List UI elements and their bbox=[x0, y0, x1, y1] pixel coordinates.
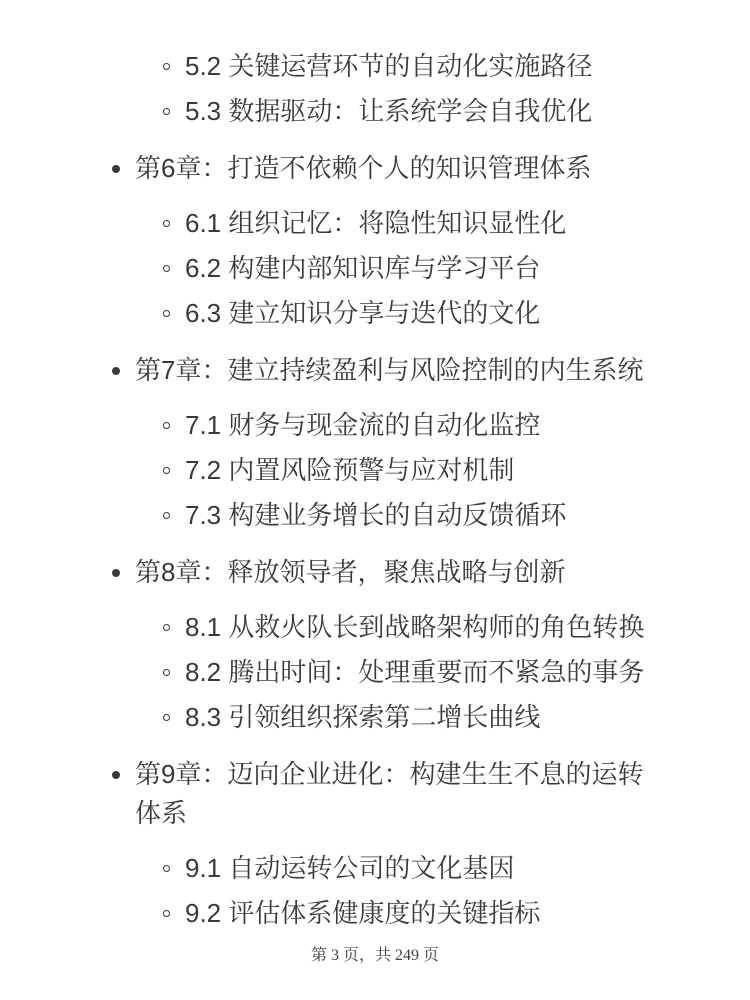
circle-bullet-icon bbox=[163, 63, 170, 70]
circle-bullet-icon bbox=[163, 512, 170, 519]
circle-bullet-icon bbox=[163, 467, 170, 474]
toc-section-item bbox=[0, 294, 750, 333]
toc-section-item bbox=[0, 894, 750, 933]
toc-section-label: 5.3 数据驱动：让系统学会自我优化 bbox=[185, 96, 593, 126]
circle-bullet-icon bbox=[163, 669, 170, 676]
disc-bullet-icon bbox=[112, 367, 120, 375]
toc-section-label: 5.2 关键运营环节的自动化实施路径 bbox=[185, 51, 593, 81]
toc-section-item bbox=[0, 406, 750, 445]
toc-section-item bbox=[0, 47, 750, 86]
disc-bullet-icon bbox=[112, 569, 120, 577]
toc-section-item bbox=[0, 451, 750, 490]
circle-bullet-icon bbox=[163, 422, 170, 429]
toc-section-label: 8.3 引领组织探索第二增长曲线 bbox=[185, 702, 541, 732]
page-footer bbox=[0, 945, 750, 967]
circle-bullet-icon bbox=[163, 220, 170, 227]
toc-section-item bbox=[0, 92, 750, 131]
circle-bullet-icon bbox=[163, 624, 170, 631]
toc-section-item bbox=[0, 653, 750, 692]
toc-section-item bbox=[0, 849, 750, 888]
disc-bullet-icon bbox=[112, 165, 120, 173]
toc-chapter-item bbox=[0, 149, 750, 188]
circle-bullet-icon bbox=[163, 714, 170, 721]
toc-section-label: 7.3 构建业务增长的自动反馈循环 bbox=[185, 500, 567, 530]
toc-section-label: 9.2 评估体系健康度的关键指标 bbox=[185, 898, 541, 928]
circle-bullet-icon bbox=[163, 910, 170, 917]
toc-section-item bbox=[0, 608, 750, 647]
toc-chapter-title: 第6章：打造不依赖个人的知识管理体系 bbox=[135, 153, 592, 183]
circle-bullet-icon bbox=[163, 865, 170, 872]
page-number-label: 第 3 页，共 249 页 bbox=[310, 947, 439, 964]
toc-section-item bbox=[0, 204, 750, 243]
toc-section-item bbox=[0, 496, 750, 535]
toc-section-label: 9.1 自动运转公司的文化基因 bbox=[185, 853, 515, 883]
toc-section-label: 6.1 组织记忆：将隐性知识显性化 bbox=[185, 208, 567, 238]
toc-chapter-title: 第9章：迈向企业进化：构建生生不息的运转体系 bbox=[135, 759, 644, 828]
circle-bullet-icon bbox=[163, 310, 170, 317]
toc-chapter-item bbox=[0, 755, 750, 833]
toc-chapter-title: 第8章：释放领导者，聚焦战略与创新 bbox=[135, 557, 566, 587]
toc-section-label: 8.1 从救火队长到战略架构师的角色转换 bbox=[185, 612, 645, 642]
toc-chapter-item bbox=[0, 553, 750, 592]
toc-section-label: 6.3 建立知识分享与迭代的文化 bbox=[185, 298, 541, 328]
toc-section-label: 8.2 腾出时间：处理重要而不紧急的事务 bbox=[185, 657, 645, 687]
toc-section-item bbox=[0, 698, 750, 737]
circle-bullet-icon bbox=[163, 108, 170, 115]
toc-section-label: 7.1 财务与现金流的自动化监控 bbox=[185, 410, 541, 440]
disc-bullet-icon bbox=[112, 771, 120, 779]
toc-section-label: 6.2 构建内部知识库与学习平台 bbox=[185, 253, 541, 283]
toc-chapter-item bbox=[0, 351, 750, 390]
toc-section-label: 7.2 内置风险预警与应对机制 bbox=[185, 455, 515, 485]
circle-bullet-icon bbox=[163, 265, 170, 272]
toc-section-item bbox=[0, 249, 750, 288]
toc-chapter-title: 第7章：建立持续盈利与风险控制的内生系统 bbox=[135, 355, 644, 385]
